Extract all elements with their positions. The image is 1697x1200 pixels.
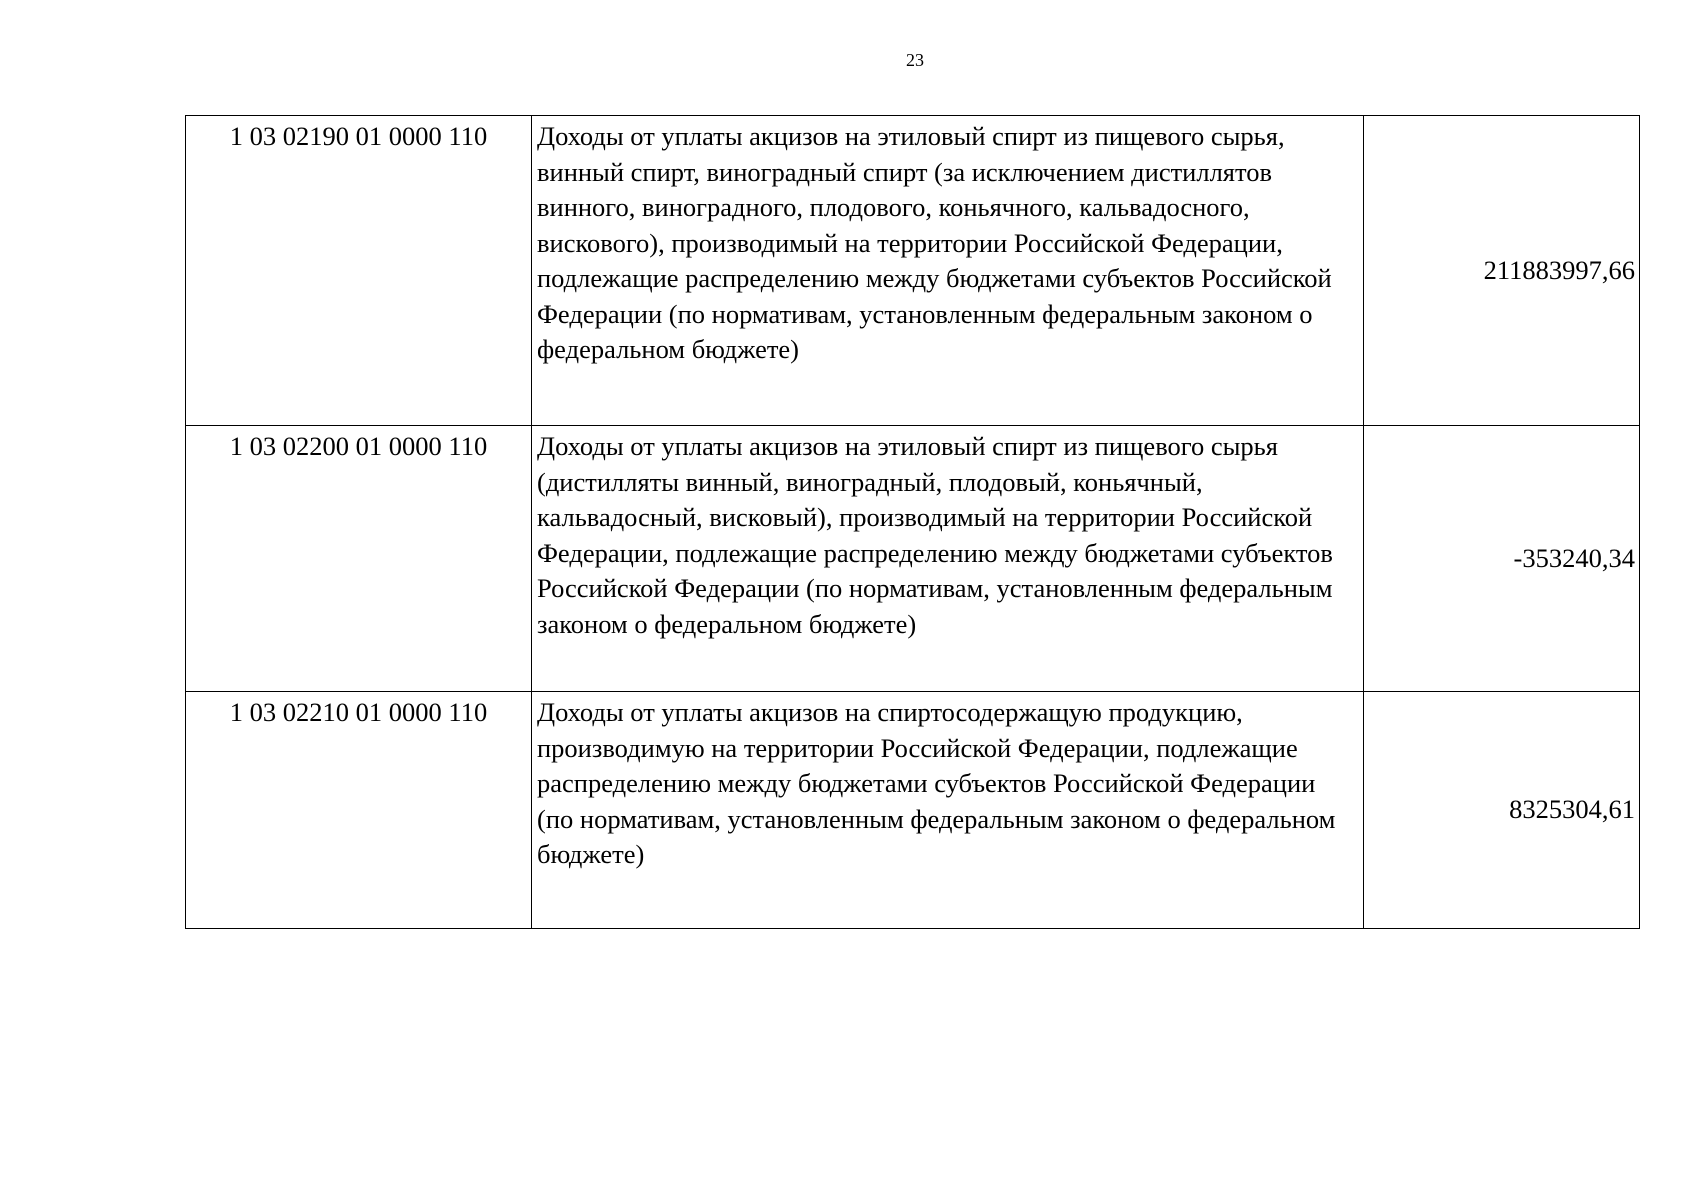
budget-code: 1 03 02210 01 0000 110 (186, 692, 532, 929)
budget-code: 1 03 02200 01 0000 110 (186, 426, 532, 692)
revenue-amount: -353240,34 (1364, 426, 1640, 692)
revenue-description: Доходы от уплаты акцизов на этиловый спирт из пищевого сырья, винный спирт, виноградный спирт (за исключением дистиллятов винного, виноградного, плодового, коньячного, кальвадосного, вискового), производимый на территории Российской Федерации, подлежащие распределению между бюджетами субъектов Российской Федерации (по нормативам, установленным федеральным законом о федеральном бюджете) (532, 116, 1364, 426)
table-row (186, 692, 1640, 929)
revenue-description: Доходы от уплаты акцизов на этиловый спирт из пищевого сырья (дистилляты винный, виноградный, плодовый, коньячный, кальвадосный, висковый), производимый на территории Российской Федерации, подлежащие распределению между бюджетами субъектов Российской Федерации (по нормативам, установленным федеральным законом о федеральном бюджете) (532, 426, 1364, 692)
revenue-table (185, 115, 1640, 929)
budget-code: 1 03 02190 01 0000 110 (186, 116, 532, 426)
revenue-description: Доходы от уплаты акцизов на спиртосодержащую продукцию, производимую на территории Российской Федерации, подлежащие распределению между бюджетами субъектов Российской Федерации (по нормативам, установленным федеральным законом о федеральном бюджете) (532, 692, 1364, 929)
table-row (186, 116, 1640, 426)
revenue-amount: 211883997,66 (1364, 116, 1640, 426)
table-row (186, 426, 1640, 692)
page-number: 23 (906, 50, 924, 70)
revenue-amount: 8325304,61 (1364, 692, 1640, 929)
